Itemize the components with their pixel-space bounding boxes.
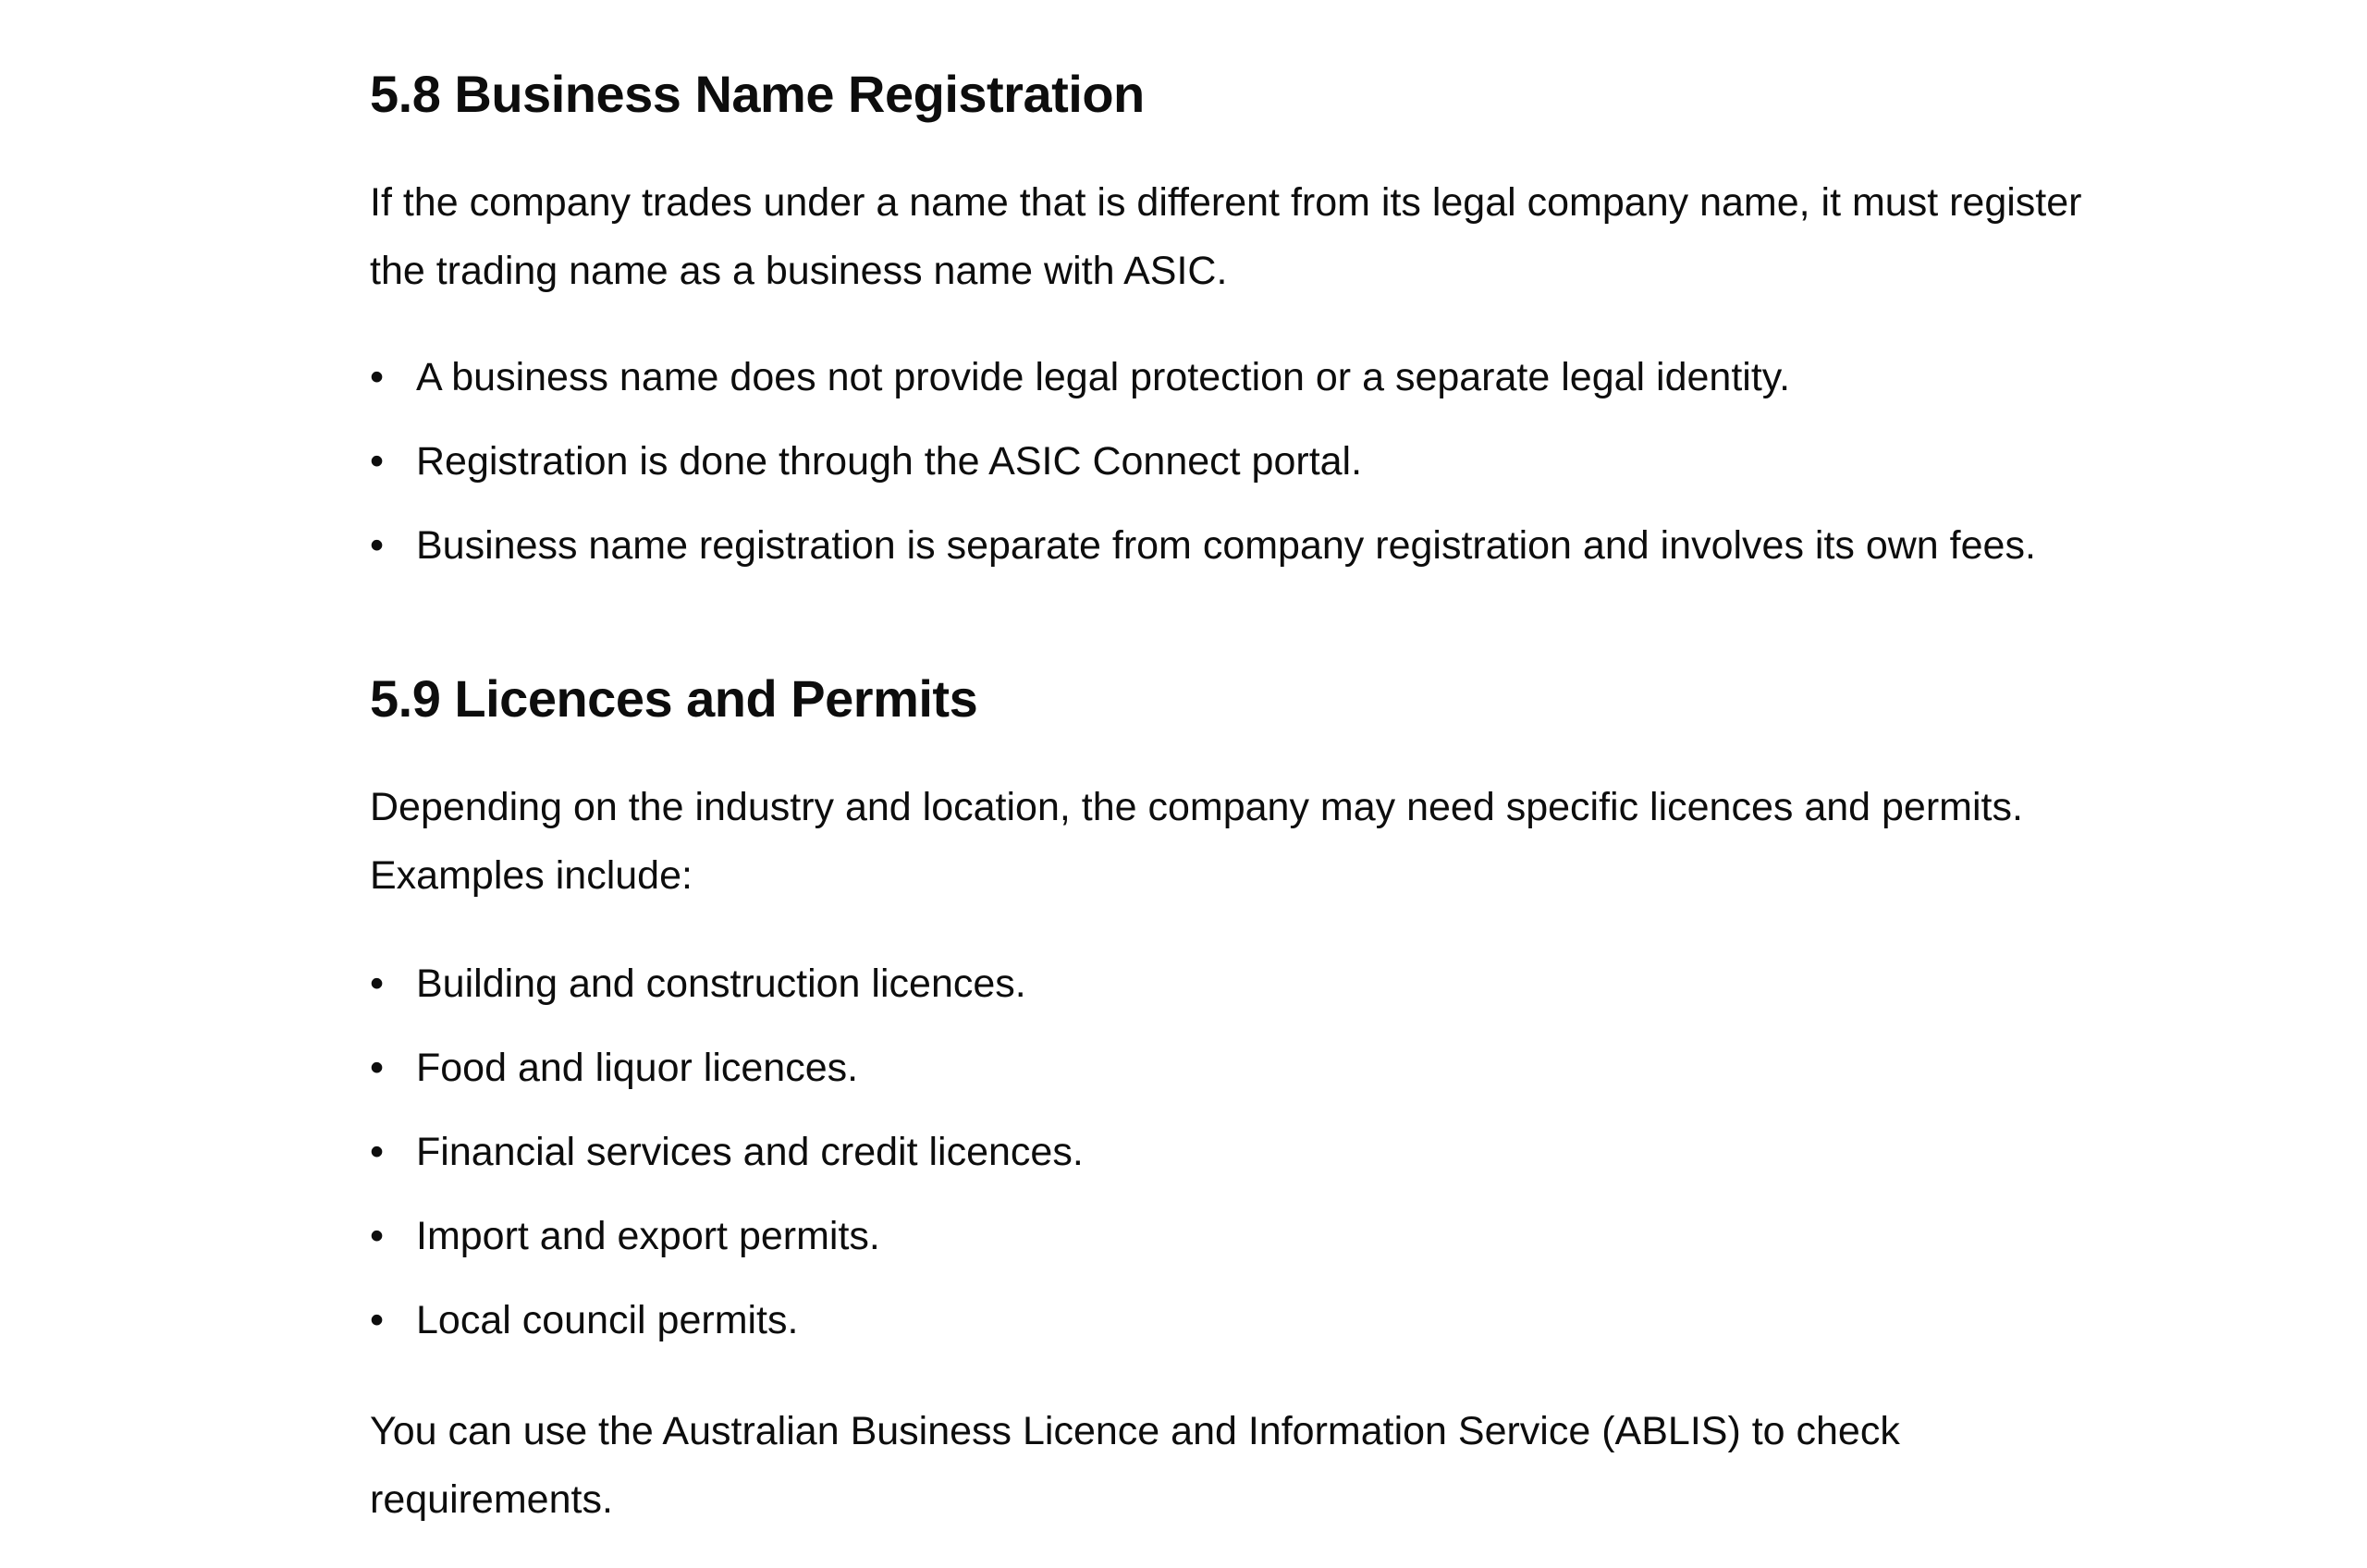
section-footer-paragraph bbox=[370, 1397, 1900, 1534]
list-item bbox=[370, 351, 2036, 403]
list-item-text: Building and construction licences. bbox=[416, 962, 1026, 1006]
list-item bbox=[370, 1294, 1084, 1346]
paragraph-line: Examples include: bbox=[370, 853, 693, 898]
list-item bbox=[370, 1210, 1084, 1262]
bullet-icon: • bbox=[370, 1214, 385, 1258]
paragraph-line: the trading name as a business name with ASIC. bbox=[370, 249, 1228, 293]
list-item-text: Food and liquor licences. bbox=[416, 1046, 859, 1090]
section-paragraph bbox=[370, 773, 2023, 910]
bullet-icon: • bbox=[370, 1046, 385, 1090]
paragraph-line: If the company trades under a name that is different from its legal company name, it must register bbox=[370, 180, 2082, 225]
bullet-icon: • bbox=[370, 1130, 385, 1174]
bullet-icon: • bbox=[370, 523, 385, 568]
list-item-text: Import and export permits. bbox=[416, 1214, 880, 1258]
list-item-text: Business name registration is separate from company registration and involves its own fees. bbox=[416, 523, 2036, 568]
list-item-text: Financial services and credit licences. bbox=[416, 1130, 1084, 1174]
section-heading-licences-and-permits: 5.9 Licences and Permits bbox=[370, 669, 978, 728]
list-item bbox=[370, 1126, 1084, 1178]
list-item-text: Registration is done through the ASIC Connect portal. bbox=[416, 439, 1363, 484]
bullet-list bbox=[370, 958, 1084, 1378]
list-item bbox=[370, 520, 2036, 571]
paragraph-line: Depending on the industry and location, the company may need specific licences and permits. bbox=[370, 785, 2023, 829]
section-paragraph bbox=[370, 168, 2081, 305]
list-item bbox=[370, 435, 2036, 487]
bullet-icon: • bbox=[370, 1298, 385, 1342]
list-item-text: A business name does not provide legal protection or a separate legal identity. bbox=[416, 355, 1791, 399]
bullet-icon: • bbox=[370, 439, 385, 484]
paragraph-line: requirements. bbox=[370, 1477, 613, 1522]
bullet-list bbox=[370, 351, 2036, 604]
list-item bbox=[370, 958, 1084, 1010]
list-item bbox=[370, 1042, 1084, 1094]
bullet-icon: • bbox=[370, 962, 385, 1006]
section-heading-business-name-registration: 5.8 Business Name Registration bbox=[370, 65, 1145, 123]
paragraph-line: You can use the Australian Business Licence and Information Service (ABLIS) to check bbox=[370, 1409, 1900, 1453]
bullet-icon: • bbox=[370, 355, 385, 399]
list-item-text: Local council permits. bbox=[416, 1298, 799, 1342]
